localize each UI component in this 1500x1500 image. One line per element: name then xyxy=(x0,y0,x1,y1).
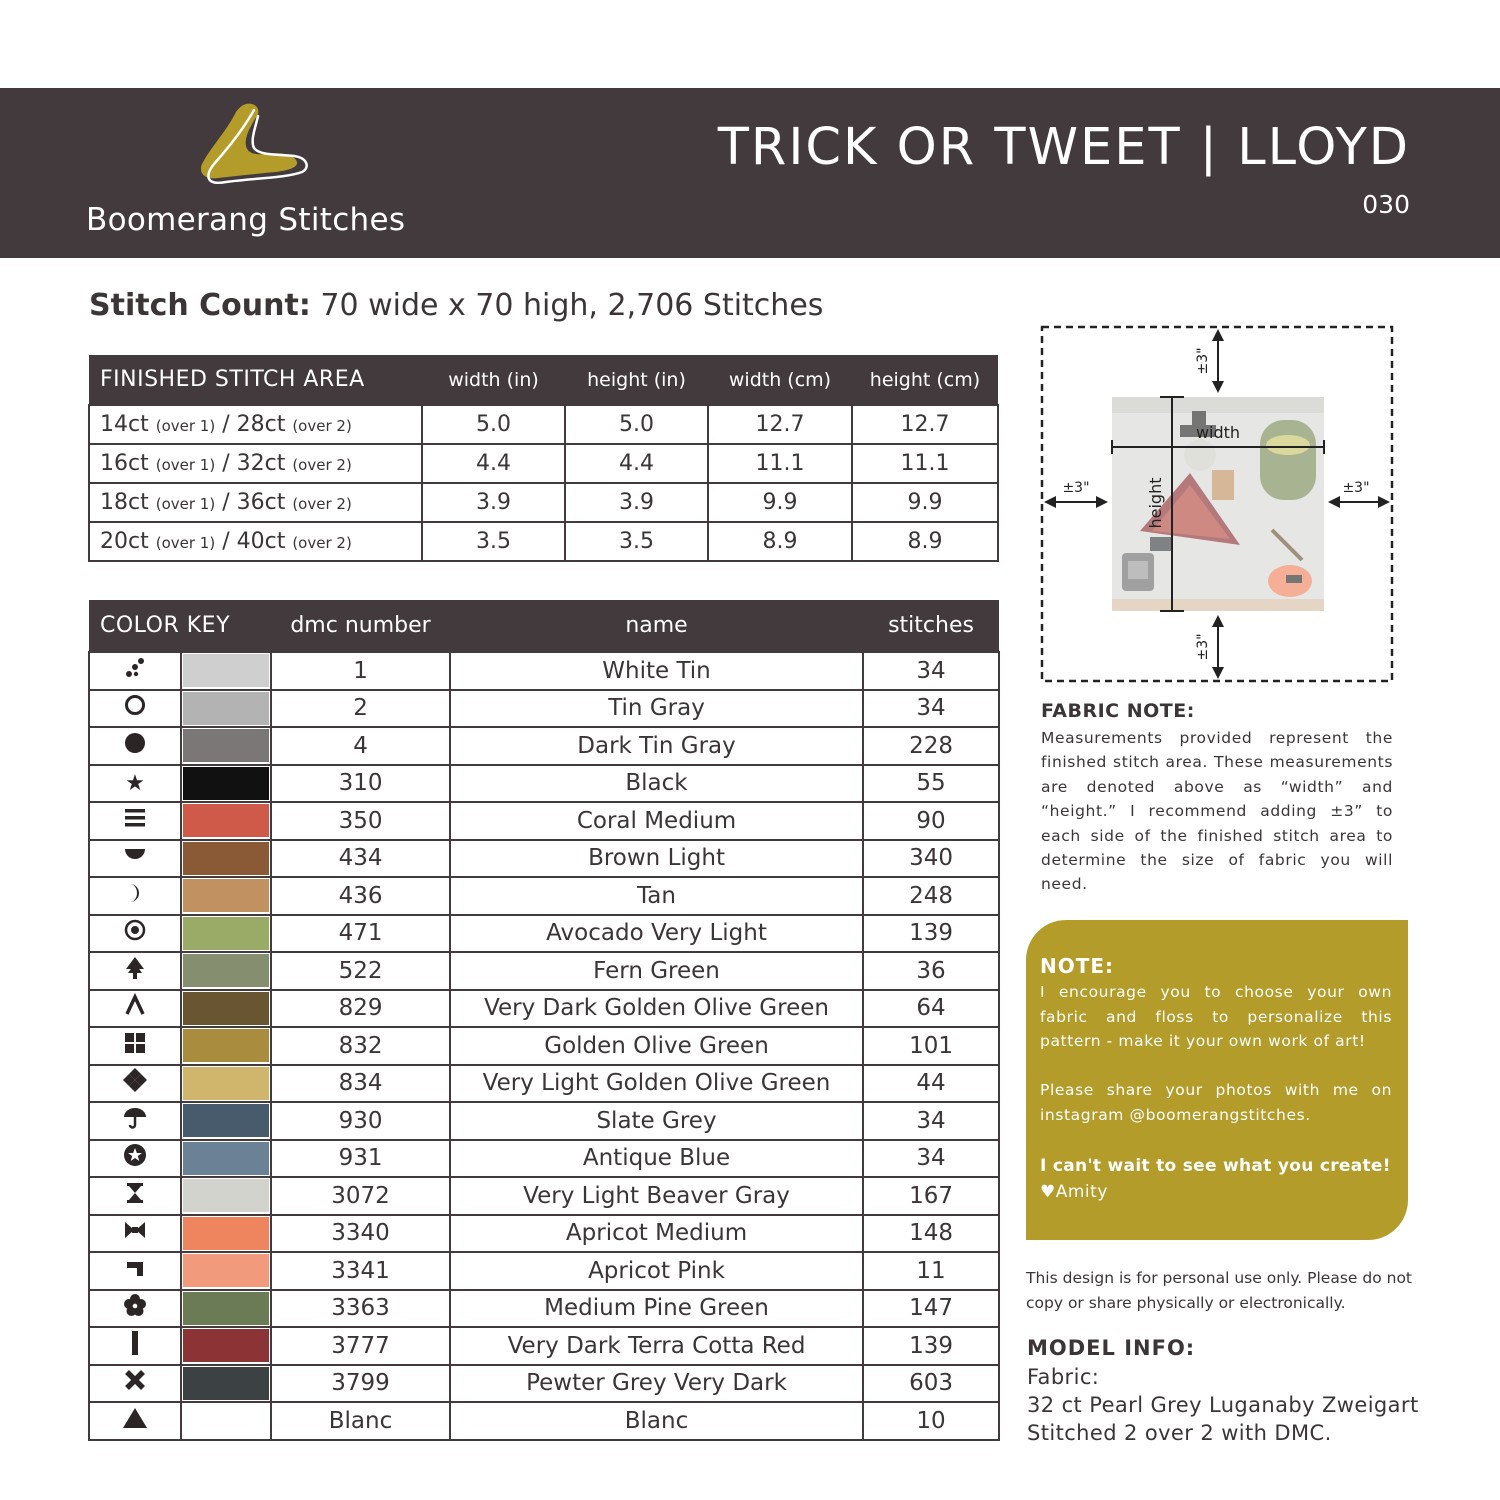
half-circle-icon xyxy=(123,843,147,872)
model-info-title: MODEL INFO: xyxy=(1027,1336,1196,1360)
color-name-cell: Slate Grey xyxy=(450,1102,863,1140)
diamond-icon xyxy=(122,1067,148,1098)
table-row xyxy=(89,652,999,690)
height-in-cell: 3.5 xyxy=(565,522,708,561)
note-box xyxy=(1026,920,1408,1240)
count-a-note: (over 1) xyxy=(155,417,216,435)
table-row xyxy=(89,1252,999,1290)
pattern-title: TRICK OR TWEET | LLOYD xyxy=(717,118,1410,177)
table-row xyxy=(89,915,999,953)
color-swatch xyxy=(183,1292,269,1325)
color-swatch xyxy=(183,692,269,725)
table-row xyxy=(89,1215,999,1253)
bar-icon xyxy=(123,1330,147,1361)
stitch-count-cell: 340 xyxy=(863,840,999,878)
table-row xyxy=(89,765,999,803)
tree-icon xyxy=(123,956,147,985)
ring-icon xyxy=(123,693,147,722)
note-text: I encourage you to choose your own fabric and floss to personalize this pattern - make it your own work of art! xyxy=(1040,983,1392,1050)
swatch-cell xyxy=(181,652,271,690)
stitch-count-label: Stitch Count: xyxy=(89,288,311,323)
stitch-count-cell: 90 xyxy=(863,802,999,840)
fabric-count-cell xyxy=(89,405,422,444)
grid-icon xyxy=(123,1031,147,1060)
height-cm-cell: 12.7 xyxy=(852,405,998,444)
note-signature: ♥Amity xyxy=(1040,1182,1108,1202)
dmc-number-cell: 931 xyxy=(271,1140,450,1178)
table-row xyxy=(89,802,999,840)
dmc-number-cell: 522 xyxy=(271,952,450,990)
dmc-number-cell: 3777 xyxy=(271,1327,450,1365)
color-swatch xyxy=(183,654,269,687)
star-icon: ★ xyxy=(125,771,145,797)
dmc-number-cell: 832 xyxy=(271,1027,450,1065)
x-icon xyxy=(123,1368,147,1397)
color-swatch xyxy=(183,1179,269,1212)
table-row xyxy=(89,1290,999,1328)
symbol-cell xyxy=(89,1290,181,1328)
count-b: 32ct xyxy=(236,451,286,476)
symbol-cell xyxy=(89,840,181,878)
column-header: height (cm) xyxy=(852,355,998,405)
color-swatch xyxy=(183,1329,269,1362)
lines-icon xyxy=(123,806,147,835)
arrow-down-icon xyxy=(1212,381,1224,393)
note-title: NOTE: xyxy=(1040,954,1115,978)
circle-star-icon xyxy=(123,1143,147,1172)
color-name-cell: Apricot Pink xyxy=(450,1252,863,1290)
stitch-count-cell: 228 xyxy=(863,727,999,765)
triangle-icon xyxy=(122,1406,148,1435)
stitch-count-cell: 55 xyxy=(863,765,999,803)
height-cm-cell: 8.9 xyxy=(852,522,998,561)
width-cm-cell: 9.9 xyxy=(708,483,852,522)
table-row xyxy=(89,1027,999,1065)
table-header-row xyxy=(89,600,999,652)
count-a: 16ct xyxy=(100,451,149,476)
swatch-cell xyxy=(181,1290,271,1328)
count-b-note: (over 2) xyxy=(292,495,352,513)
color-swatch xyxy=(183,1254,269,1287)
swatch-cell xyxy=(181,915,271,953)
color-name-cell: Fern Green xyxy=(450,952,863,990)
swatch-cell xyxy=(181,840,271,878)
height-cm-cell: 11.1 xyxy=(852,444,998,483)
symbol-cell xyxy=(89,1365,181,1403)
color-name-cell: Avocado Very Light xyxy=(450,915,863,953)
note-instagram-text: Please share your photos with me on instagram @boomerangstitches. xyxy=(1040,1081,1392,1124)
stitch-count xyxy=(89,288,823,323)
color-swatch xyxy=(183,954,269,987)
symbol-cell xyxy=(89,1215,181,1253)
swatch-cell xyxy=(181,1252,271,1290)
fabric-count-cell xyxy=(89,444,422,483)
arrow-left-icon xyxy=(1328,496,1340,508)
brand-name: Boomerang Stitches xyxy=(86,202,406,238)
width-label: width xyxy=(1195,423,1241,442)
table-row xyxy=(89,522,998,561)
column-header: width (in) xyxy=(422,355,565,405)
stitch-count-cell: 34 xyxy=(863,1140,999,1178)
finished-stitch-area-table xyxy=(88,355,999,562)
stitch-count-cell: 11 xyxy=(863,1252,999,1290)
count-a: 18ct xyxy=(100,490,149,515)
symbol-cell xyxy=(89,1327,181,1365)
swatch-cell xyxy=(181,727,271,765)
table-row xyxy=(89,690,999,728)
count-b-note: (over 2) xyxy=(292,456,352,474)
swatch-cell xyxy=(181,1140,271,1178)
swatch-cell xyxy=(181,765,271,803)
column-header: stitches xyxy=(863,600,999,652)
dmc-number-cell: 2 xyxy=(271,690,450,728)
fabric-note-text: Measurements provided represent the finished stitch area. These measurements are denoted above as “width” and “height.” I recommend adding ±3” to each side of the finished stitch area to determine the size of fabric you will need. xyxy=(1041,729,1393,894)
width-cm-cell: 11.1 xyxy=(708,444,852,483)
symbol-cell xyxy=(89,765,181,803)
color-swatch xyxy=(183,1104,269,1137)
stitch-count-cell: 44 xyxy=(863,1065,999,1103)
fabric-count-cell xyxy=(89,522,422,561)
hourglass-icon xyxy=(123,1181,147,1210)
symbol-cell xyxy=(89,1065,181,1103)
table-row xyxy=(89,727,999,765)
symbol-cell xyxy=(89,877,181,915)
boomerang-logo-icon xyxy=(196,102,312,192)
table-row xyxy=(89,483,998,522)
swatch-cell xyxy=(181,802,271,840)
width-in-cell: 3.9 xyxy=(422,483,565,522)
color-name-cell: Apricot Medium xyxy=(450,1215,863,1253)
symbol-cell xyxy=(89,1102,181,1140)
bottom-margin-label: ±3" xyxy=(1195,633,1211,661)
width-in-cell: 3.5 xyxy=(422,522,565,561)
umbrella-icon xyxy=(123,1106,147,1135)
caret-icon xyxy=(123,993,147,1022)
fabric-note-title: FABRIC NOTE: xyxy=(1041,700,1195,722)
dmc-number-cell: 1 xyxy=(271,652,450,690)
swatch-cell xyxy=(181,1102,271,1140)
swatch-cell xyxy=(181,1215,271,1253)
width-cm-cell: 12.7 xyxy=(708,405,852,444)
fabric-size-diagram xyxy=(1040,325,1394,683)
table-row xyxy=(89,877,999,915)
color-name-cell: Black xyxy=(450,765,863,803)
table-row xyxy=(89,952,999,990)
color-name-cell: Very Light Beaver Gray xyxy=(450,1177,863,1215)
stitch-count-value: 70 wide x 70 high, 2,706 Stitches xyxy=(320,288,824,323)
count-b: 28ct xyxy=(236,412,286,437)
symbol-cell xyxy=(89,915,181,953)
pattern-code: 030 xyxy=(1362,190,1410,219)
stitch-count-cell: 64 xyxy=(863,990,999,1028)
column-header: FINISHED STITCH AREA xyxy=(89,355,422,405)
color-name-cell: Brown Light xyxy=(450,840,863,878)
color-key-table xyxy=(88,600,1000,1441)
height-in-cell: 4.4 xyxy=(565,444,708,483)
table-header-row xyxy=(89,355,998,405)
symbol-cell xyxy=(89,1402,181,1440)
stitch-count-cell: 148 xyxy=(863,1215,999,1253)
height-label: height xyxy=(1146,477,1165,529)
arrow-right-icon xyxy=(1096,496,1108,508)
flower-icon xyxy=(123,1293,147,1322)
count-sep: / xyxy=(222,529,230,554)
color-swatch xyxy=(183,879,269,912)
stitch-count-cell: 34 xyxy=(863,652,999,690)
stitch-count-cell: 603 xyxy=(863,1365,999,1403)
dmc-number-cell: 4 xyxy=(271,727,450,765)
symbol-cell xyxy=(89,652,181,690)
dmc-number-cell: 930 xyxy=(271,1102,450,1140)
symbol-cell xyxy=(89,802,181,840)
arrow-up-icon xyxy=(1212,329,1224,341)
width-in-cell: 5.0 xyxy=(422,405,565,444)
color-name-cell: Medium Pine Green xyxy=(450,1290,863,1328)
count-sep: / xyxy=(222,412,230,437)
moon-icon xyxy=(123,881,147,910)
color-name-cell: Golden Olive Green xyxy=(450,1027,863,1065)
symbol-cell xyxy=(89,1177,181,1215)
stitch-count-cell: 139 xyxy=(863,915,999,953)
dmc-number-cell: 834 xyxy=(271,1065,450,1103)
table-row xyxy=(89,1065,999,1103)
right-margin-label: ±3" xyxy=(1342,480,1370,496)
table-row xyxy=(89,1177,999,1215)
color-swatch xyxy=(183,1142,269,1175)
dmc-number-cell: 350 xyxy=(271,802,450,840)
color-name-cell: Tin Gray xyxy=(450,690,863,728)
swatch-cell xyxy=(181,1365,271,1403)
color-swatch xyxy=(183,1067,269,1100)
stitch-count-cell: 167 xyxy=(863,1177,999,1215)
count-sep: / xyxy=(222,451,230,476)
dmc-number-cell: 3341 xyxy=(271,1252,450,1290)
stitch-count-cell: 101 xyxy=(863,1027,999,1065)
color-swatch xyxy=(183,992,269,1025)
model-info-line: Fabric: xyxy=(1027,1365,1100,1389)
dmc-number-cell: 3072 xyxy=(271,1177,450,1215)
count-b: 40ct xyxy=(236,529,286,554)
table-row xyxy=(89,1140,999,1178)
color-name-cell: Very Dark Golden Olive Green xyxy=(450,990,863,1028)
count-a: 14ct xyxy=(100,412,149,437)
fabric-count-cell xyxy=(89,483,422,522)
swatch-cell xyxy=(181,1402,271,1440)
width-cm-cell: 8.9 xyxy=(708,522,852,561)
color-name-cell: Dark Tin Gray xyxy=(450,727,863,765)
color-swatch xyxy=(183,729,269,762)
top-margin-label: ±3" xyxy=(1195,347,1211,375)
header-banner xyxy=(0,88,1500,258)
column-header: width (cm) xyxy=(708,355,852,405)
symbol-cell xyxy=(89,1140,181,1178)
dmc-number-cell: Blanc xyxy=(271,1402,450,1440)
stitch-count-cell: 147 xyxy=(863,1290,999,1328)
symbol-cell xyxy=(89,727,181,765)
filled-circle-icon xyxy=(123,731,147,760)
color-name-cell: Very Dark Terra Cotta Red xyxy=(450,1327,863,1365)
personal-use-notice: This design is for personal use only. Please do not copy or share physically or electronically. xyxy=(1026,1269,1413,1312)
symbol-cell xyxy=(89,690,181,728)
model-info-line: Stitched 2 over 2 with DMC. xyxy=(1027,1421,1332,1445)
table-row xyxy=(89,1402,999,1440)
note-cant-wait: I can't wait to see what you create! xyxy=(1040,1156,1391,1176)
table-row xyxy=(89,444,998,483)
dmc-number-cell: 471 xyxy=(271,915,450,953)
color-name-cell: Antique Blue xyxy=(450,1140,863,1178)
count-b-note: (over 2) xyxy=(292,417,352,435)
color-swatch xyxy=(183,1404,269,1437)
arrow-down-icon xyxy=(1212,667,1224,679)
left-margin-label: ±3" xyxy=(1062,480,1090,496)
stitch-count-cell: 34 xyxy=(863,690,999,728)
color-swatch xyxy=(183,1217,269,1250)
swatch-cell xyxy=(181,1027,271,1065)
color-swatch xyxy=(183,767,269,800)
dots-icon xyxy=(123,656,147,685)
dmc-number-cell: 434 xyxy=(271,840,450,878)
symbol-cell xyxy=(89,990,181,1028)
count-sep: / xyxy=(222,490,230,515)
corner-icon xyxy=(123,1256,147,1285)
swatch-cell xyxy=(181,690,271,728)
count-b: 36ct xyxy=(236,490,286,515)
count-a-note: (over 1) xyxy=(155,534,216,552)
color-name-cell: Tan xyxy=(450,877,863,915)
table-row xyxy=(89,1327,999,1365)
swatch-cell xyxy=(181,990,271,1028)
swatch-cell xyxy=(181,952,271,990)
height-in-cell: 3.9 xyxy=(565,483,708,522)
table-row xyxy=(89,840,999,878)
table-row xyxy=(89,1365,999,1403)
stitch-count-cell: 139 xyxy=(863,1327,999,1365)
symbol-cell xyxy=(89,1027,181,1065)
color-name-cell: Pewter Grey Very Dark xyxy=(450,1365,863,1403)
dmc-number-cell: 310 xyxy=(271,765,450,803)
column-header: COLOR KEY xyxy=(89,600,271,652)
count-a-note: (over 1) xyxy=(155,495,216,513)
color-name-cell: White Tin xyxy=(450,652,863,690)
stitch-count-cell: 10 xyxy=(863,1402,999,1440)
height-cm-cell: 9.9 xyxy=(852,483,998,522)
count-b-note: (over 2) xyxy=(292,534,352,552)
dmc-number-cell: 3340 xyxy=(271,1215,450,1253)
color-swatch xyxy=(183,804,269,837)
table-row xyxy=(89,405,998,444)
count-a-note: (over 1) xyxy=(155,456,216,474)
table-row xyxy=(89,990,999,1028)
dmc-number-cell: 829 xyxy=(271,990,450,1028)
arrow-up-icon xyxy=(1212,615,1224,627)
column-header: dmc number xyxy=(271,600,450,652)
dmc-number-cell: 3799 xyxy=(271,1365,450,1403)
swatch-cell xyxy=(181,1327,271,1365)
stitch-count-cell: 36 xyxy=(863,952,999,990)
column-header: name xyxy=(450,600,863,652)
color-swatch xyxy=(183,917,269,950)
color-swatch xyxy=(183,1029,269,1062)
color-name-cell: Blanc xyxy=(450,1402,863,1440)
swatch-cell xyxy=(181,1177,271,1215)
stitch-count-cell: 248 xyxy=(863,877,999,915)
height-in-cell: 5.0 xyxy=(565,405,708,444)
count-a: 20ct xyxy=(100,529,149,554)
dmc-number-cell: 436 xyxy=(271,877,450,915)
target-icon xyxy=(123,918,147,947)
arrow-right-icon xyxy=(1378,496,1390,508)
stitch-count-cell: 34 xyxy=(863,1102,999,1140)
color-swatch xyxy=(183,1367,269,1400)
color-name-cell: Coral Medium xyxy=(450,802,863,840)
color-name-cell: Very Light Golden Olive Green xyxy=(450,1065,863,1103)
color-swatch xyxy=(183,842,269,875)
arrow-left-icon xyxy=(1044,496,1056,508)
model-info-line: 32 ct Pearl Grey Luganaby Zweigart xyxy=(1027,1393,1419,1417)
bowtie-icon xyxy=(123,1218,147,1247)
width-in-cell: 4.4 xyxy=(422,444,565,483)
dmc-number-cell: 3363 xyxy=(271,1290,450,1328)
symbol-cell xyxy=(89,952,181,990)
swatch-cell xyxy=(181,1065,271,1103)
column-header: height (in) xyxy=(565,355,708,405)
table-row xyxy=(89,1102,999,1140)
swatch-cell xyxy=(181,877,271,915)
symbol-cell xyxy=(89,1252,181,1290)
